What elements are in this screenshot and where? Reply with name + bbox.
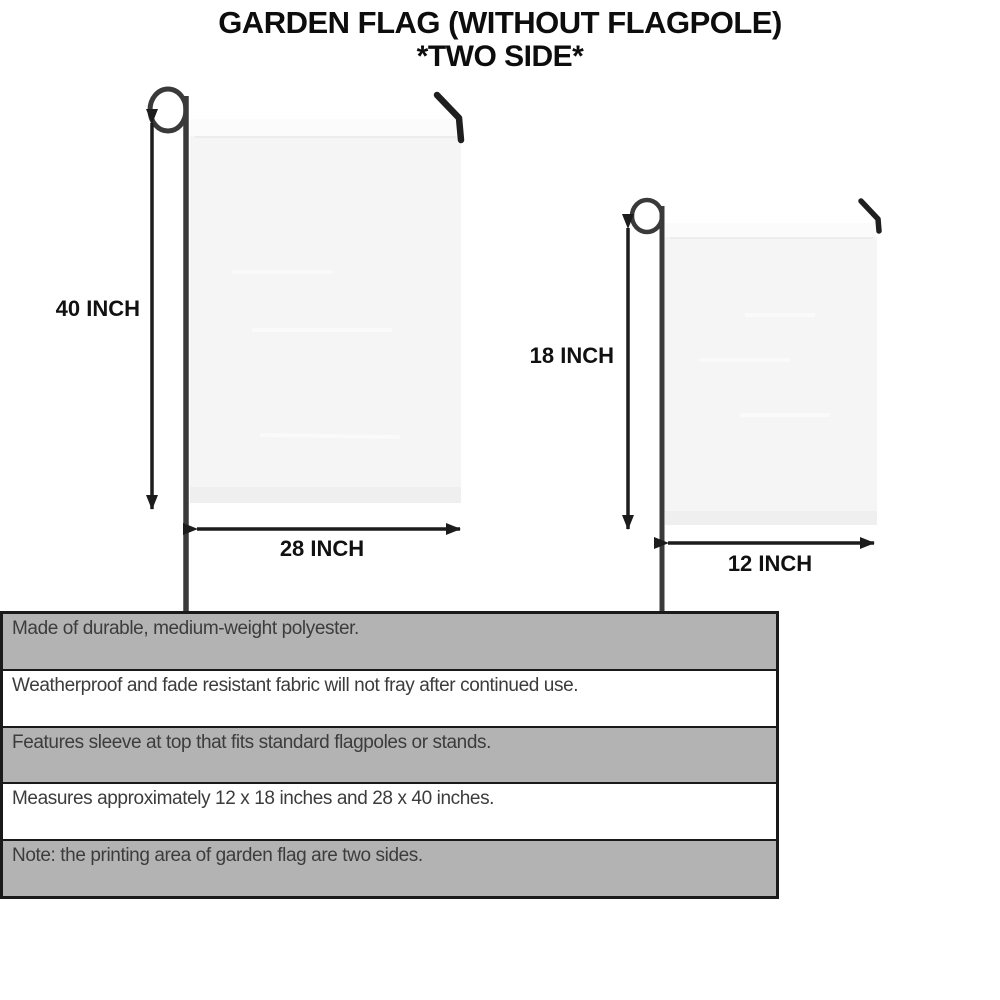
title-line-1: GARDEN FLAG (WITHOUT FLAGPOLE)	[218, 5, 782, 40]
small-flag-canvas	[665, 223, 877, 525]
small-flag-assembly	[628, 200, 879, 611]
feature-text: Weatherproof and fade resistant fabric will not fray after continued use.	[12, 674, 579, 696]
feature-row-weatherproof	[3, 669, 776, 726]
feature-text: Note: the printing area of garden flag are two sides.	[12, 845, 423, 867]
feature-row-material	[3, 614, 776, 669]
small-pole-loop-icon	[632, 200, 662, 232]
large-flag-height-label: 40 INCH	[55, 296, 140, 321]
feature-row-sleeve	[3, 726, 776, 783]
features-table	[0, 611, 779, 899]
feature-row-note	[3, 839, 776, 896]
large-pole-loop-icon	[150, 89, 186, 131]
large-flag-canvas	[190, 119, 461, 503]
small-flag-height-label: 18 INCH	[529, 343, 614, 368]
large-flag-sleeve	[190, 119, 461, 136]
small-flag-width-label: 12 INCH	[727, 551, 813, 576]
title-line-2: *TWO SIDE*	[416, 40, 584, 74]
small-flag-sleeve	[665, 223, 877, 237]
feature-text: Measures approximately 12 x 18 inches and 28 x 40 inches.	[12, 788, 495, 810]
feature-text: Features sleeve at top that fits standard flagpoles or stands.	[12, 731, 491, 753]
feature-text: Made of durable, medium-weight polyester.	[12, 618, 359, 639]
large-flag-bottom-hem	[190, 487, 461, 503]
feature-row-measurements	[3, 782, 776, 839]
large-flag-width-label: 28 INCH	[279, 536, 365, 561]
small-flag-bottom-hem	[665, 511, 877, 525]
large-flag-assembly	[150, 89, 461, 611]
